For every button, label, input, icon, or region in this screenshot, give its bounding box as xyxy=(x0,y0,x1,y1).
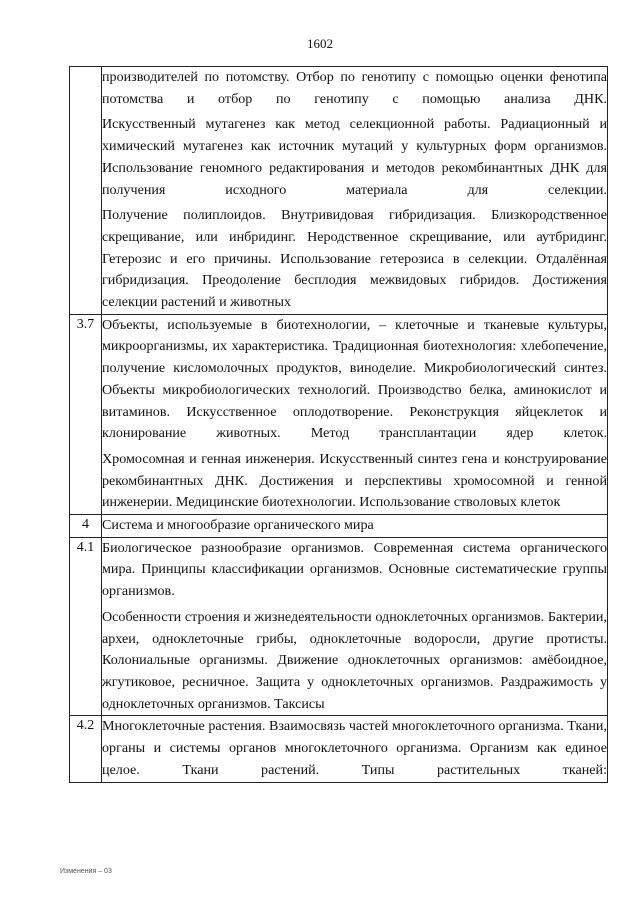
section-number xyxy=(70,67,102,315)
content-table xyxy=(69,66,608,783)
table-row xyxy=(70,537,608,716)
section-number: 4.1 xyxy=(70,537,102,716)
table-row xyxy=(70,716,608,782)
section-text xyxy=(102,67,608,315)
paragraph: Объекты, используемые в биотехнологии, – клеточные и тканевые культуры, микроорганизмы, их характеристика. Традиционная биотехнология: хлебопечение, получение кисломолочных продуктов, виноделие. Микробиологический синтез. Объекты микробиологических технологий. Производство белка, аминокислот и витаминов. Искусственное оплодотворение. Реконструкция яйцеклеток и клонирование животных. Метод трансплантации ядер клеток. xyxy=(102,316,607,442)
paragraph: Искусственный мутагенез как метод селекционной работы. Радиационный и химический мутагенез как источник мутаций у культурных форм организмов. Использование геномного редактирования и методов рекомбинантных ДНК для получения исходного материала для селекции. xyxy=(102,116,607,198)
table-row xyxy=(70,515,608,538)
section-heading xyxy=(102,515,608,538)
paragraph: Биологическое разнообразие организмов. Современная система органического мира. Принципы классификации организмов. Основные систематические группы организмов. xyxy=(102,539,607,600)
paragraph: Многоклеточные растения. Взаимосвязь частей многоклеточного организма. Ткани, органы и системы органов многоклеточного организма. Организм как единое целое. Ткани растений. Типы растительных тканей: xyxy=(102,718,607,778)
section-text xyxy=(102,314,608,514)
paragraph: Система и многообразие органического мира xyxy=(102,517,374,534)
paragraph: Получение полиплоидов. Внутривидовая гибридизация. Близкородственное скрещивание, или инбридинг. Неродственное скрещивание, или аутбридинг. Гетерозис и его причины. Использование гетерозиса в селекции. Отдалённая гибридизация. Преодоление бесплодия межвидовых гибридов. Достижения селекции растений и животных xyxy=(102,207,607,311)
table-row xyxy=(70,67,608,315)
table-row xyxy=(70,314,608,514)
paragraph: Хромосомная и генная инженерия. Искусственный синтез гена и конструирование рекомбинантных ДНК. Достижения и перспективы хромосомной и генной инженерии. Медицинские биотехнологии. Использование стволовых клеток xyxy=(102,450,607,511)
footer-note: Изменения – 03 xyxy=(60,868,112,875)
section-text xyxy=(102,716,608,782)
paragraph: производителей по потомству. Отбор по генотипу с помощью оценки фенотипа потомства и отбор по генотипу с помощью анализа ДНК. xyxy=(102,69,607,107)
page-number: 1602 xyxy=(307,36,333,51)
section-number: 4 xyxy=(70,515,102,538)
section-number: 3.7 xyxy=(70,314,102,514)
section-text xyxy=(102,537,608,716)
section-number: 4.2 xyxy=(70,716,102,782)
paragraph: Особенности строения и жизнедеятельности одноклеточных организмов. Бактерии, археи, одноклеточные грибы, одноклеточные водоросли, другие протисты. Колониальные организмы. Движение одноклеточных организмов: амёбоидное, жгутиковое, ресничное. Защита у одноклеточных организмов. Раздражимость у одноклеточных организмов. Таксисы xyxy=(102,608,607,712)
